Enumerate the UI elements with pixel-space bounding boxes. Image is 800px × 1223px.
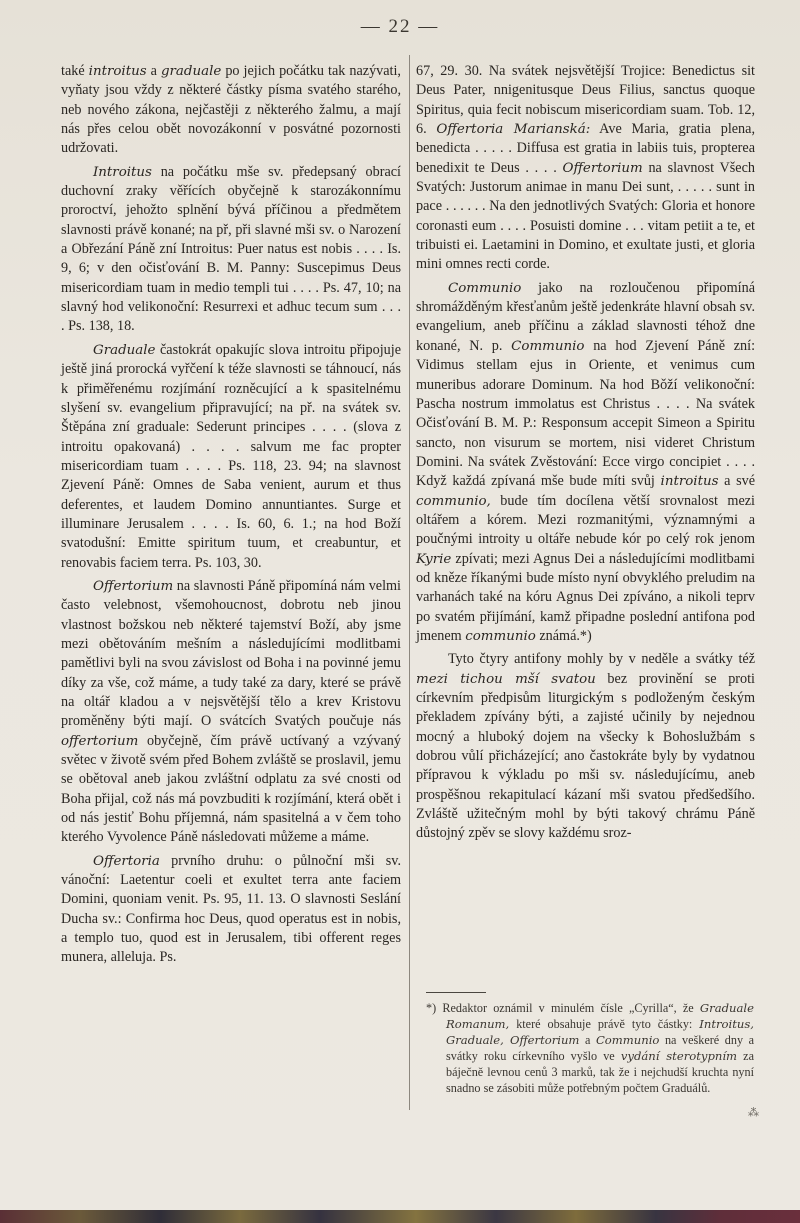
text-run: na hod Zjevení Páně zní: Vidimus stellam ejus in Oriente, et venimus cum muneribus adorare Dominum. Na hod Bǒží velikonoční: Pascha nostrum immolatus est Christus . . . . Na svátek Očisťování B. M. P.: Responsum accepit Simeon a Spiritu sancto, non visurum se mortem, nisi videret Christum Domini. Na svátek Zvěstování: Ecce virgo concipiet . . . . Když každá zpívaná mše bude míti svůj	[416, 337, 756, 490]
italic-term: Communio	[511, 338, 585, 354]
italic-term: Communio	[448, 280, 522, 296]
paragraph-offertoria-first-kind	[61, 852, 401, 968]
text-run: na veškeré dny a svátky roku církevního vyšlo ve	[446, 1033, 754, 1063]
text-run: častokrát opakujíc slova introitu připojuje ještě jiná prorocká vyřčení k téže slavnosti se táhnoucí, nás k přiměřenému rozjímání rozněcující a k spasitelnému slyšení sv. evangelium připravující; na př. na svátek sv. Štěpána zní graduale: Sederunt principes . . . . (slova z introitu opakovaná) . . . . salvum me fac propter misericordiam tuam . . . . Ps. 118, 23. 94; na slavnost Zjevení Páně: Omnes de Saba venient, aurum et thus deferentes, et laudem Domino annuntiantes. Surge et illuminare Jerusalem . . . . Is. 60, 6. 1.; na hod Boží svatodušní: Emitte spiritum tuum, et creabuntur, et renovabis faciem terra. Ps. 103, 30.	[61, 341, 401, 571]
italic-term: vydání sterotypním	[620, 1049, 738, 1063]
text-run: na počátku mše sv. předepsaný obrací duchovní zraky věřících obyčejně k starozákonnímu proroctví, jehožto splnění bývá příčinou a předmětem slavnosti právě konané; na př, při slavné mši sv. o Narození a Obřezání Páně zní Introitus: Puer natus est nobis . . . . Is. 9, 6; v den očisťování B. M. Panny: Suscepimus Deus misericordiam tuam in medio templi tui . . . . Ps. 47, 10; na slavný hod velikonoční: Resurrexi et adhuc tecum sum . . . . Ps. 138, 18.	[61, 163, 401, 335]
italic-term: Offertorium	[93, 578, 174, 594]
text-run: prvního druhu: o půlnoční mši sv. vánoční: Laetentur coeli et exultet terra ante faciem Domini, quoniam venit. Ps. 95, 11. 13. O slavnosti Seslání Ducha sv.: Confirma hoc Deus, quod operatus est in nobis, a templo tuo, quod est in Jerusalem, tibi offerent reges munera, alleluja. Ps.	[61, 852, 401, 966]
italic-term: introitus	[88, 64, 147, 79]
left-column	[61, 62, 401, 968]
text-run: Ave Maria, gratia plena, benedicta . . . . . Diffusa est gratia in labiis tuis, propterea benedixit te Deus . . . .	[416, 121, 755, 176]
italic-term: communio,	[416, 493, 491, 509]
text-run: bez provinění se proti církevním předpisům liturgickým s podloženým českým překladem zpívány býti, a zajisté učinily by nejednou mocný a hluboký dojem na všecky k Bohoslužbám s dobrou vůlí přicházející; ano častokráte byly by vydatnou přípravou k výkladu po mši sv. následujícímu, aneb prospěšnou rekapitulací kázaní mši svatou předšedšího. Zvláště užitečným mohl by býti takový chrámu Páně důstojný zpěv se slovy každému sroz-	[416, 670, 755, 842]
text-run: a	[146, 63, 161, 79]
text-run: 67, 29. 30. Na svátek nejsvětější Trojice: Benedictus sit Deus Pater, nnigenitusque Deus Filius, sanctus quoque Spiritus, quia fecit nobiscum misericordiam suam. Tob. 12, 6.	[416, 63, 755, 138]
text-run: obyčejně, čím právě uctívaný a vzývaný světec v životě svém před Bohem zvláště se proslavil, jemu se obětoval aneb jakou zvláštní odplatu za své cnosti od Boha přijal, což nás má povzbuditi k rozjímání, která obět i od nás jestiť Bohu příjemná, nám spasitelná a v čem toho kterého Vyvolence Páně následovati můžeme a máme.	[61, 732, 401, 846]
italic-term: Offertorium	[562, 160, 643, 176]
paragraph-communio	[416, 279, 755, 647]
right-column	[416, 62, 755, 844]
text-run: bude tím docílena větší srovnalost mezi oltářem a kórem. Mezi rozmanitými, významnými a poučnými introity u oltáře nebude kór po celý rok jenom	[416, 492, 755, 548]
italic-term: graduale	[160, 64, 222, 79]
text-run: známá.*)	[535, 627, 592, 644]
italic-term: offertorium	[61, 733, 139, 749]
italic-term: Graduale Romanum,	[446, 1001, 754, 1031]
paragraph-continuation	[416, 62, 755, 275]
page-number: — 22 —	[360, 16, 440, 37]
paragraph	[61, 62, 401, 159]
column-divider	[409, 55, 410, 1110]
text-run: také	[61, 63, 89, 79]
text-run: a	[579, 1033, 596, 1047]
text-run: za báječně levnou cenů 3 marků, tak že i nejchudší kruchta nyní snadno se zásobiti může potřebným počtem Graduálů.	[446, 1049, 754, 1095]
footnote-text	[426, 1000, 754, 1096]
paragraph-four-antiphons	[416, 650, 755, 843]
italic-term: Graduale	[93, 342, 156, 358]
text-run: na slavnost Všech Svatých: Justorum animae in manu Dei sunt, . . . . . sunt in pace . . . . . . Na den jednotlivých Svatých: Gloria et honore coronasti eum . . . . Posuisti domine . . . vitam petiit a te, et tribuisti ei. Laetamini in Domino, et exultate justi, et gloria mini omnes recti corde.	[416, 159, 755, 273]
footnote	[426, 1000, 754, 1096]
italic-term: Communio	[595, 1033, 660, 1047]
text-run: které obsahuje právě tyto částky:	[509, 1017, 700, 1031]
printer-ornament-icon: ⁂	[748, 1106, 758, 1119]
italic-term: communio	[465, 628, 536, 644]
italic-term: Offertoria	[93, 853, 160, 869]
text-run: *) Redaktor oznámil v minulém čísle „Cyrilla“, že	[426, 1001, 700, 1015]
italic-term: Introitus	[93, 164, 152, 180]
paragraph-introitus	[61, 163, 401, 337]
italic-term: introitus	[660, 474, 719, 490]
italic-term: Offertoria Marianská:	[436, 122, 591, 138]
paragraph-graduale	[61, 341, 401, 573]
text-run: a své	[718, 473, 755, 490]
text-run: Tyto čtyry antifony mohly by v neděle a svátky též	[448, 651, 755, 668]
italic-term: Kyrie	[416, 551, 452, 567]
text-run: na slavnosti Páně připomíná nám velmi často velebnost, všemohoucnost, dobrotu neb jinou vlastnost božskou neb některé tajemství Boží, aby jsme mezi obětováním mešním a následujícími modlitbami pamětlivi byli na svou závislost od Boha i na povinné jemu díky za vše, což máme, a tudy také za dary, které se právě na oltář kladou a v nejsvětější tělo a krev Kristovu proměněny býti mají. O svátcích Svatých poučuje nás	[61, 577, 401, 730]
italic-term: Introitus, Graduale, Offertorium	[446, 1017, 754, 1047]
text-run: zpívati; mezi Agnus Dei a následujícími modlitbami od kněze říkanými bude místo nyní obvyklého preludim na varhanách také na kóru Agnus Dei zpíváno, a nikoli teprv po svatém přijímání, kamž připadne poslední antifona pod jmenem	[416, 550, 755, 644]
paragraph-offertorium	[61, 577, 401, 848]
italic-term: mezi tichou mší svatou	[416, 671, 596, 687]
book-edge-strip	[0, 1210, 800, 1223]
footnote-rule	[426, 992, 486, 993]
text-run: po jejich počátku tak nazývati, vyňaty jsou vždy z některé částky písma svatého starého, neb nového zákona, nejčastěji z některého žalmu, a mají nás přes celou obět novozákonní v posvátné pozornosti udržovati.	[61, 63, 401, 157]
text-run: jako na rozloučenou připomíná shromážděným křesťanům ještě jedenkráte hlavní obsah sv. evangelium, aneb příčinu a základ slavnosti téhož dne konané, N. p.	[416, 279, 755, 354]
